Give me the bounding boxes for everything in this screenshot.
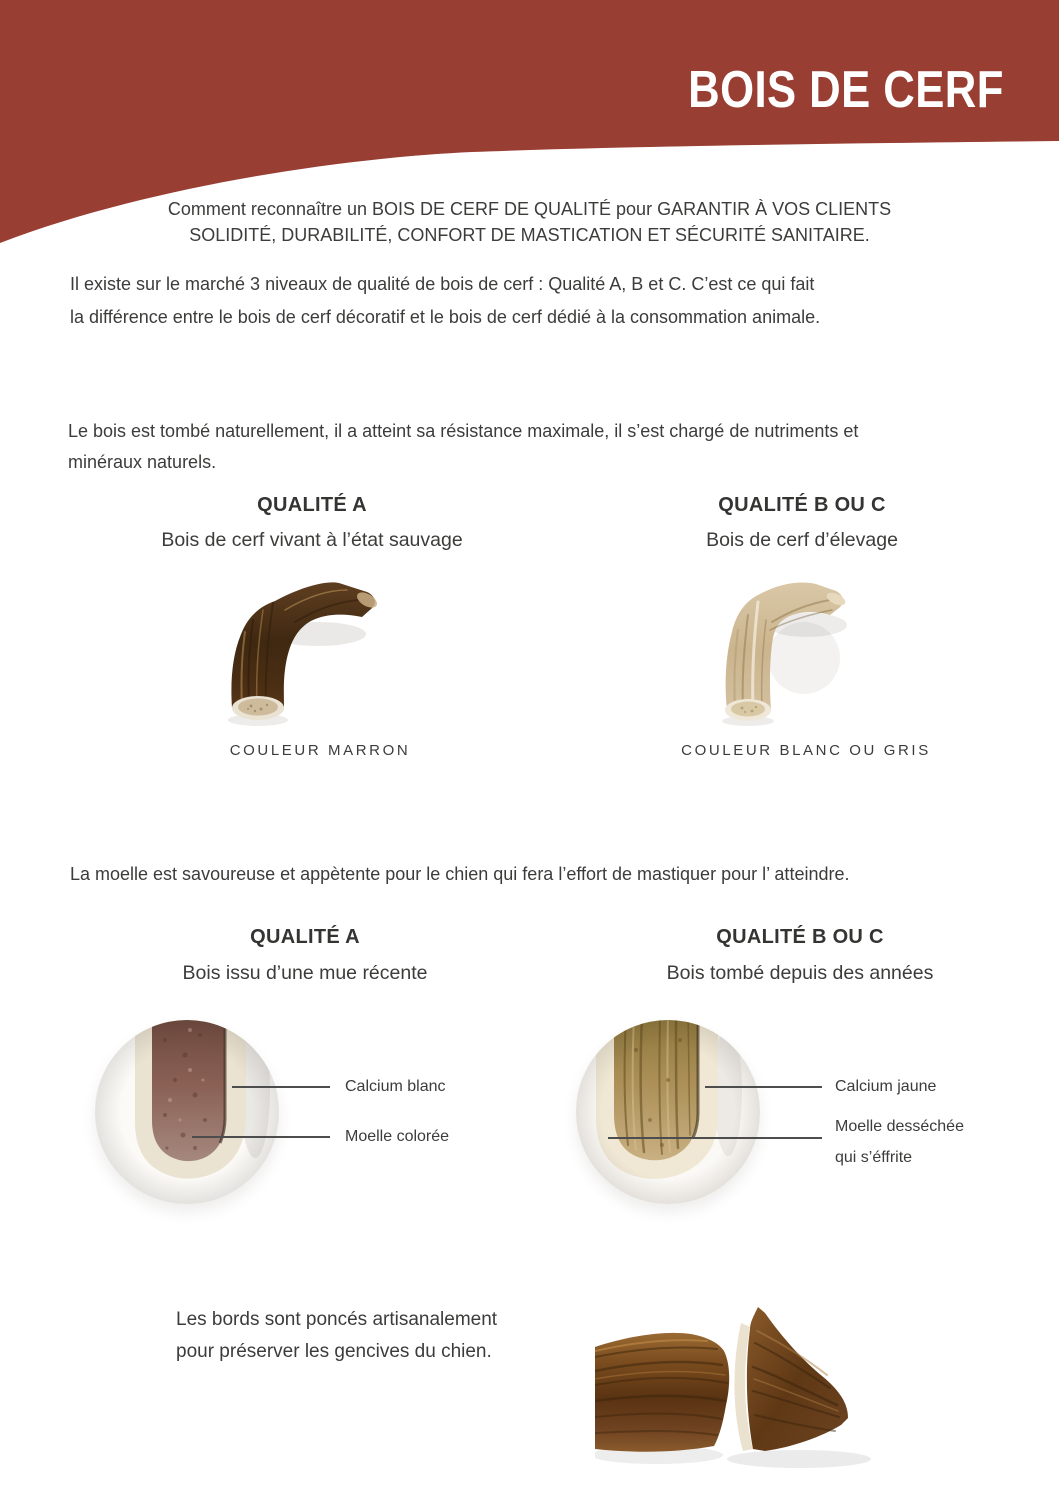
moelle-coloree-label: Moelle colorée xyxy=(345,1128,450,1145)
quality-a-subheading: Bois de cerf vivant à l’état sauvage xyxy=(161,529,463,551)
quality-paragraph xyxy=(68,416,858,478)
brown-antler-photo xyxy=(215,570,390,730)
footer-text xyxy=(176,1304,497,1368)
calcium-jaune-callout-line xyxy=(705,1086,822,1088)
moelle-dessechee-callout-line xyxy=(608,1137,822,1139)
page-title: BOIS DE CERF xyxy=(688,61,1004,119)
fresh-cross-section-art xyxy=(95,1020,279,1204)
marrow-quality-a-subheading: Bois issu d’une mue récente xyxy=(182,962,428,984)
intro-paragraph-line1: Il existe sur le marché 3 niveaux de qualité de bois de cerf : Qualité A, B et C. C’est ce qui fait xyxy=(70,274,815,294)
fresh-antler-cross-section-photo xyxy=(95,1020,279,1204)
old-antler-cross-section-photo xyxy=(576,1020,760,1204)
pale-antler-photo xyxy=(712,570,852,730)
intro-heading-line2: SOLIDITÉ, DURABILITÉ, CONFORT DE MASTICATION ET SÉCURITÉ SANITAIRE. xyxy=(189,225,870,245)
calcium-jaune-label: Calcium jaune xyxy=(835,1078,937,1095)
marrow-quality-bc-heading: QUALITÉ B OU C xyxy=(716,926,884,948)
moelle-dessechee-label-line1: Moelle desséchée xyxy=(835,1118,964,1135)
intro-paragraph-line2: la différence entre le bois de cerf décoratif et le bois de cerf dédié à la consommation animale. xyxy=(70,307,821,327)
moelle-dessechee-label-line2: qui s’éffrite xyxy=(835,1149,913,1166)
quality-bc-heading: QUALITÉ B OU C xyxy=(718,494,886,516)
intro-heading-line1: Comment reconnaître un BOIS DE CERF DE QUALITÉ pour GARANTIR À VOS CLIENTS xyxy=(167,199,892,219)
brown-antler-caption: COULEUR MARRON xyxy=(229,742,411,759)
marrow-paragraph: La moelle est savoureuse et appètente pour le chien qui fera l’effort de mastiquer pour l’ atteindre. xyxy=(70,864,850,884)
quality-paragraph-line2: minéraux naturels. xyxy=(68,452,217,472)
sanded-antler-edges-photo xyxy=(595,1283,880,1483)
footer-text-line1: Les bords sont poncés artisanalement xyxy=(176,1309,498,1330)
moelle-dessechee-label xyxy=(835,1111,964,1173)
old-cross-section-art xyxy=(576,1020,760,1204)
footer-text-line2: pour préserver les gencives du chien. xyxy=(176,1341,492,1362)
quality-paragraph-line1: Le bois est tombé naturellement, il a atteint sa résistance maximale, il s’est chargé de nutriments et xyxy=(68,421,859,441)
quality-a-heading: QUALITÉ A xyxy=(257,494,367,516)
marrow-quality-bc-subheading: Bois tombé depuis des années xyxy=(666,962,934,984)
intro-heading xyxy=(0,196,1059,248)
moelle-coloree-callout-line xyxy=(192,1136,330,1138)
calcium-blanc-label: Calcium blanc xyxy=(345,1078,446,1095)
calcium-blanc-callout-line xyxy=(232,1086,330,1088)
pale-antler-caption: COULEUR BLANC OU GRIS xyxy=(681,742,931,759)
marrow-quality-a-heading: QUALITÉ A xyxy=(250,926,360,948)
quality-bc-subheading: Bois de cerf d’élevage xyxy=(706,529,898,551)
intro-paragraph xyxy=(70,268,820,334)
